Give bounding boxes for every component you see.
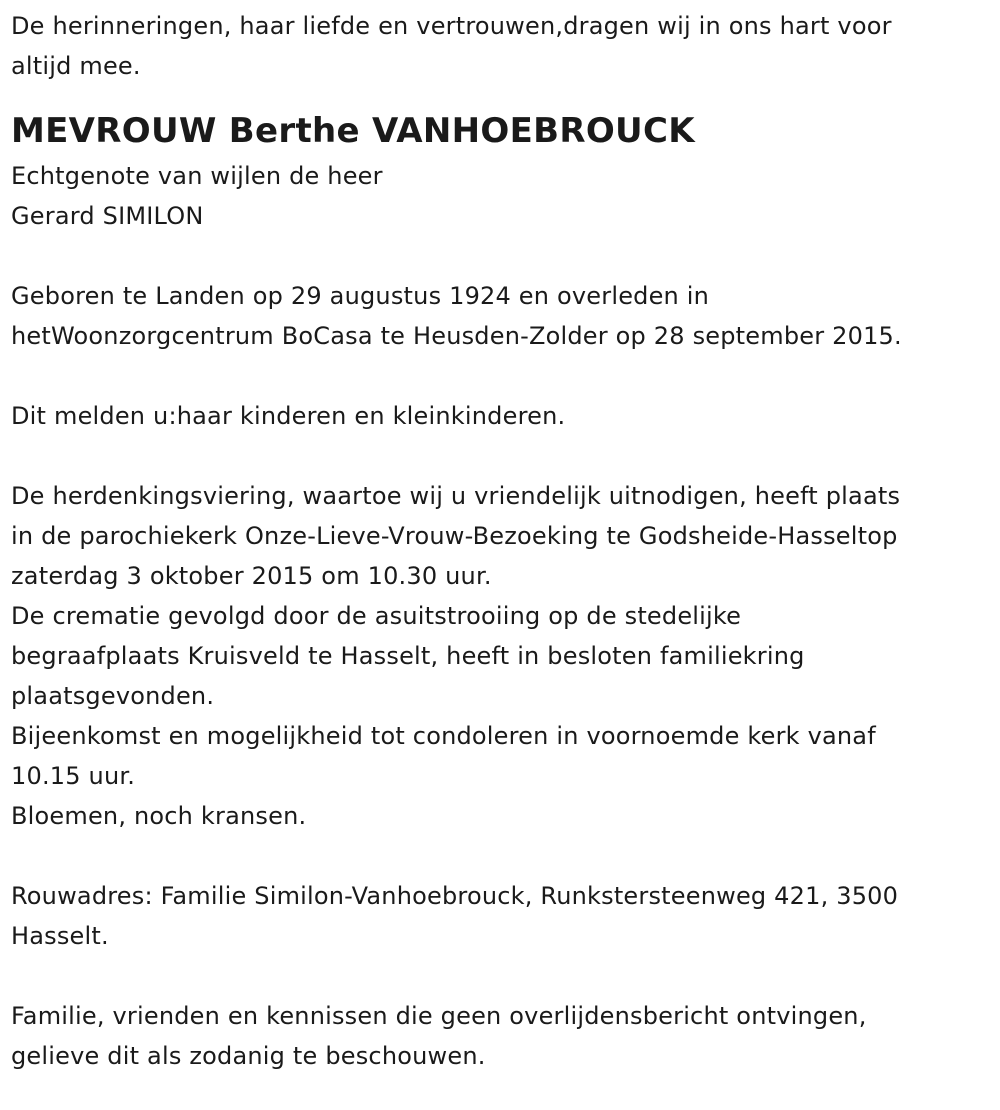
- address-paragraph: [11, 876, 1000, 956]
- address-line: Hasselt.: [11, 922, 109, 950]
- paragraph-gap: [11, 356, 1000, 396]
- intro-line: altijd mee.: [11, 52, 141, 80]
- closing-line: Familie, vrienden en kennissen die geen overlijdensbericht ontvingen,: [11, 1002, 867, 1030]
- address-line: Rouwadres: Familie Similon-Vanhoebrouck, Runkstersteenweg 421, 3500: [11, 882, 899, 910]
- ceremony-line: 10.15 uur.: [11, 762, 136, 790]
- deceased-name-heading: MEVROUW Berthe VANHOEBROUCK: [11, 111, 695, 151]
- spouse-line: Gerard SIMILON: [11, 202, 204, 230]
- paragraph-gap: [11, 436, 1000, 476]
- closing-paragraph: [11, 996, 1000, 1076]
- spouse-paragraph: [11, 156, 1000, 236]
- ceremony-line: Bloemen, noch kransen.: [11, 802, 307, 830]
- birth-death-line: Geboren te Landen op 29 augustus 1924 en overleden in: [11, 282, 710, 310]
- birth-death-paragraph: [11, 276, 1000, 356]
- intro-paragraph: [11, 6, 1000, 86]
- ceremony-line: plaatsgevonden.: [11, 682, 215, 710]
- closing-line: gelieve dit als zodanig te beschouwen.: [11, 1042, 486, 1070]
- ceremony-line: begraafplaats Kruisveld te Hasselt, heeft in besloten familiekring: [11, 642, 805, 670]
- birth-death-line: hetWoonzorgcentrum BoCasa te Heusden-Zolder op 28 september 2015.: [11, 322, 902, 350]
- paragraph-gap: [11, 836, 1000, 876]
- paragraph-gap: [11, 236, 1000, 276]
- ceremony-line: De crematie gevolgd door de asuitstrooiing op de stedelijke: [11, 602, 742, 630]
- ceremony-line: De herdenkingsviering, waartoe wij u vriendelijk uitnodigen, heeft plaats: [11, 482, 901, 510]
- paragraph-gap: [11, 956, 1000, 996]
- announcement-line: Dit melden u:haar kinderen en kleinkinderen.: [11, 402, 566, 430]
- ceremony-line: zaterdag 3 oktober 2015 om 10.30 uur.: [11, 562, 492, 590]
- ceremony-line: in de parochiekerk Onze-Lieve-Vrouw-Bezoeking te Godsheide-Hasseltop: [11, 522, 898, 550]
- intro-line: De herinneringen, haar liefde en vertrouwen,dragen wij in ons hart voor: [11, 12, 892, 40]
- ceremony-paragraph: [11, 476, 1000, 836]
- announcement-paragraph: [11, 396, 1000, 436]
- spouse-line: Echtgenote van wijlen de heer: [11, 162, 383, 190]
- ceremony-line: Bijeenkomst en mogelijkheid tot condoleren in voornoemde kerk vanaf: [11, 722, 876, 750]
